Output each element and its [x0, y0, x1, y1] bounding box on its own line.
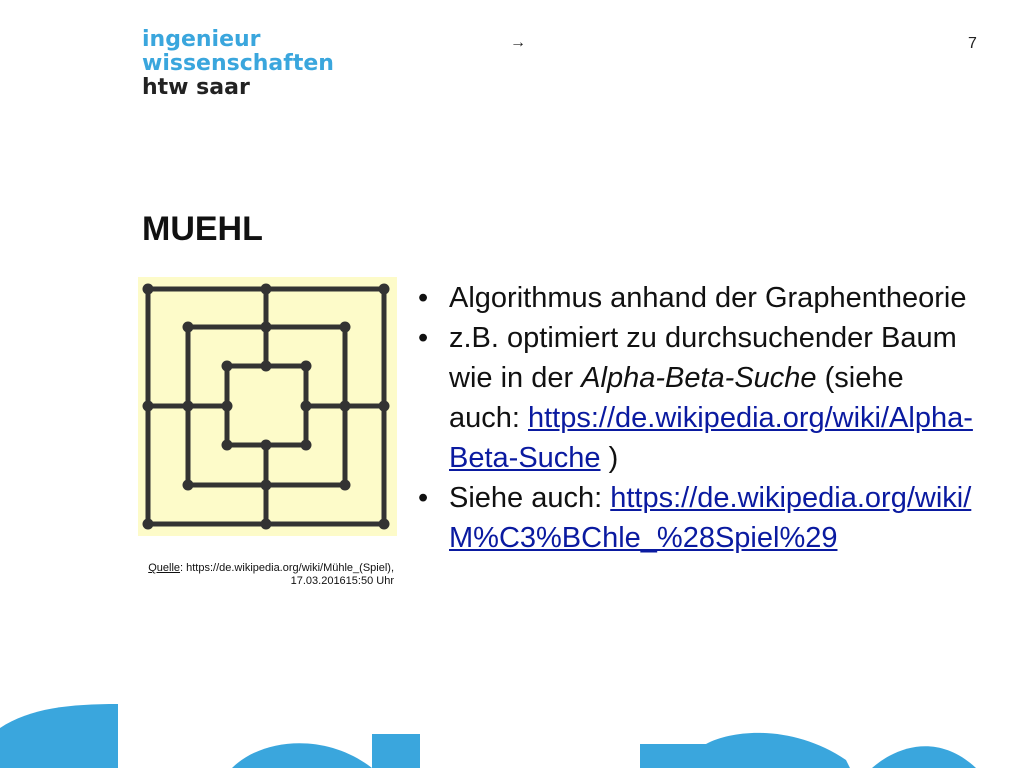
page-number: 7: [968, 35, 977, 52]
bullet-marker: •: [418, 322, 429, 354]
bullet-item: [418, 278, 978, 318]
image-caption: [140, 562, 394, 588]
muehle-board-image: [138, 277, 397, 536]
bullet-list: [418, 278, 978, 558]
decorative-blue-shapes: [0, 690, 1024, 768]
logo-line-1: ingenieur: [142, 27, 261, 52]
bullet-item: [418, 318, 978, 478]
bullet-text: (siehe auch:: [449, 362, 904, 434]
arrow-icon: →: [510, 34, 526, 51]
bullet-emphasis: Alpha-Beta-Suche: [581, 362, 817, 394]
logo-line-2: wissenschaften: [142, 51, 334, 76]
bullet-text: Siehe auch:: [449, 482, 611, 514]
bullet-text: ): [600, 442, 619, 474]
link-muehle-spiel[interactable]: https://de.wikipedia.org/wiki/M%C3%BChle_%28Spiel%29: [449, 482, 972, 554]
logo-line-3: htw saar: [142, 75, 250, 100]
bullet-marker: •: [418, 482, 429, 514]
bullet-item: [418, 478, 978, 558]
link-alpha-beta-suche[interactable]: https://de.wikipedia.org/wiki/Alpha-Beta-Suche: [449, 402, 973, 474]
slide-title: MUEHL: [142, 210, 263, 248]
logo: [142, 28, 334, 100]
bullet-text: z.B. optimiert zu durchsuchender Baum wie in der: [449, 322, 957, 394]
bullet-text: Algorithmus anhand der Graphentheorie: [449, 282, 967, 314]
caption-source-link[interactable]: Quelle: [148, 562, 181, 574]
caption-text: : https://de.wikipedia.org/wiki/Mühle_(Spiel), 17.03.201615:50 Uhr: [180, 562, 394, 587]
bullet-marker: •: [418, 282, 429, 314]
